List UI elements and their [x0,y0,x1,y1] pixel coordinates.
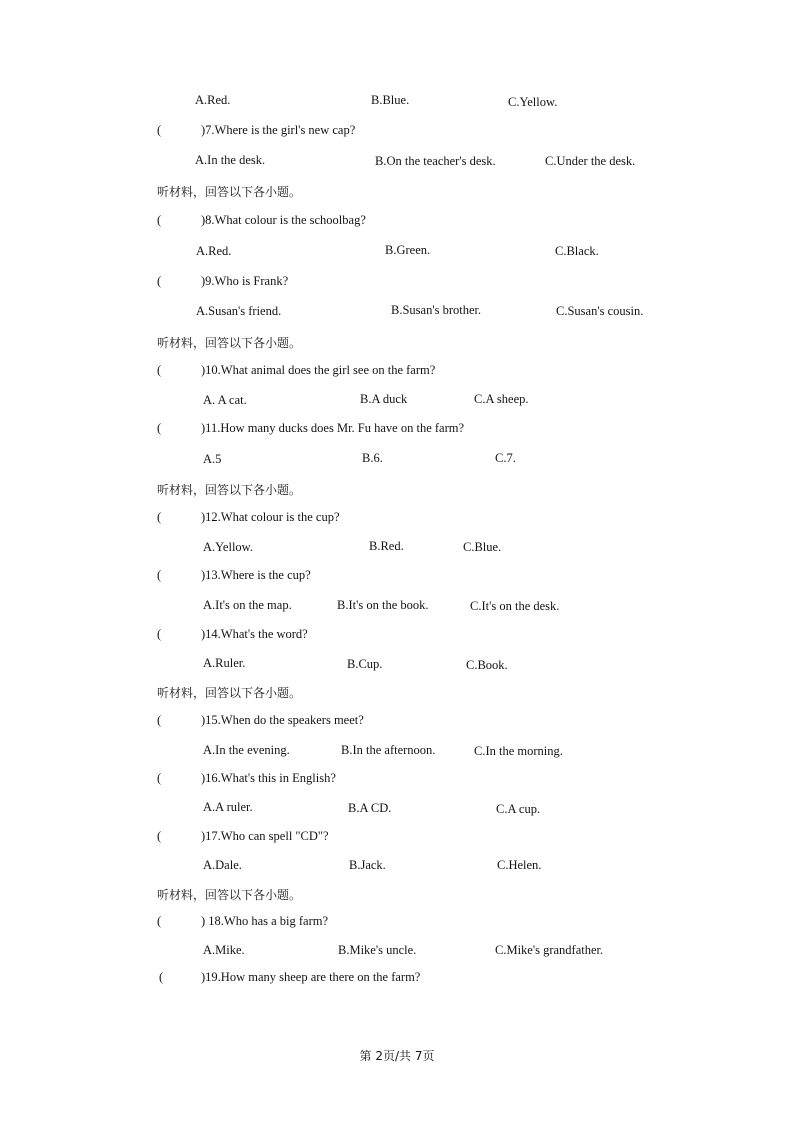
option-a: A.It's on the map. [203,598,292,612]
option-b: B.Red. [369,539,404,553]
option-b: B.Susan's brother. [391,303,482,317]
question-16: )16.What's this in English? [201,771,336,785]
option-a: A.Susan's friend. [196,304,282,318]
option-c: C.A cup. [496,802,541,816]
option-a: A.5 [203,452,222,466]
option-a: A.Mike. [203,943,245,957]
answer-paren: ( [157,771,162,785]
option-b: B.Blue. [371,93,410,107]
question-7: )7.Where is the girl's new cap? [201,123,356,137]
question-8: )8.What colour is the schoolbag? [201,213,366,227]
option-a: A.Yellow. [203,540,254,554]
option-c: C.Susan's cousin. [556,304,644,318]
option-b: B.Cup. [347,657,383,671]
option-b: B.It's on the book. [337,598,429,612]
option-b: B.Green. [385,243,431,257]
option-b: B.A CD. [348,801,392,815]
answer-paren: ( [157,829,162,843]
answer-paren: ( [159,970,164,984]
question-14: )14.What's the word? [201,627,308,641]
page-number: 第 2页/共 7页 [359,1049,435,1063]
option-c: C.Yellow. [508,95,558,109]
answer-paren: ( [157,568,162,582]
option-a: A.Ruler. [203,656,246,670]
option-b: B.In the afternoon. [341,743,436,757]
section-heading: 听材料，回答以下各小题。 [157,185,302,199]
option-c: C.Helen. [497,858,542,872]
option-a: A.Dale. [203,858,242,872]
question-17: )17.Who can spell "CD"? [201,829,329,843]
answer-paren: ( [157,510,162,524]
option-c: C.7. [495,451,516,465]
option-c: C.It's on the desk. [470,599,560,613]
question-10: )10.What animal does the girl see on the farm? [201,363,436,377]
option-a: A.Red. [195,93,231,107]
question-15: )15.When do the speakers meet? [201,713,364,727]
option-c: C.In the morning. [474,744,563,758]
question-18: ) 18.Who has a big farm? [201,914,329,928]
option-b: B.A duck [360,392,408,406]
answer-paren: ( [157,914,162,928]
section-heading: 听材料，回答以下各小题。 [157,888,302,902]
option-a: A.In the evening. [203,743,290,757]
question-12: )12.What colour is the cup? [201,510,340,524]
option-b: B.6. [362,451,383,465]
option-c: C.Book. [466,658,508,672]
section-heading: 听材料，回答以下各小题。 [157,336,302,350]
option-c: C.Black. [555,244,599,258]
answer-paren: ( [157,274,162,288]
answer-paren: ( [157,421,162,435]
section-heading: 听材料，回答以下各小题。 [157,483,302,497]
answer-paren: ( [157,213,162,227]
option-a: A.A ruler. [203,800,253,814]
question-11: )11.How many ducks does Mr. Fu have on the farm? [201,421,465,435]
option-c: C.Mike's grandfather. [495,943,604,957]
answer-paren: ( [157,363,162,377]
option-c: C.A sheep. [474,392,529,406]
option-b: B.Jack. [349,858,386,872]
question-13: )13.Where is the cup? [201,568,311,582]
answer-paren: ( [157,123,162,137]
question-19: )19.How many sheep are there on the farm? [201,970,421,984]
option-a: A.Red. [196,244,232,258]
answer-paren: ( [157,713,162,727]
answer-paren: ( [157,627,162,641]
option-c: C.Under the desk. [545,154,636,168]
option-b: B.On the teacher's desk. [375,154,496,168]
question-9: )9.Who is Frank? [201,274,289,288]
option-c: C.Blue. [463,540,502,554]
option-b: B.Mike's uncle. [338,943,417,957]
section-heading: 听材料，回答以下各小题。 [157,686,302,700]
option-a: A. A cat. [203,393,247,407]
option-a: A.In the desk. [195,153,266,167]
